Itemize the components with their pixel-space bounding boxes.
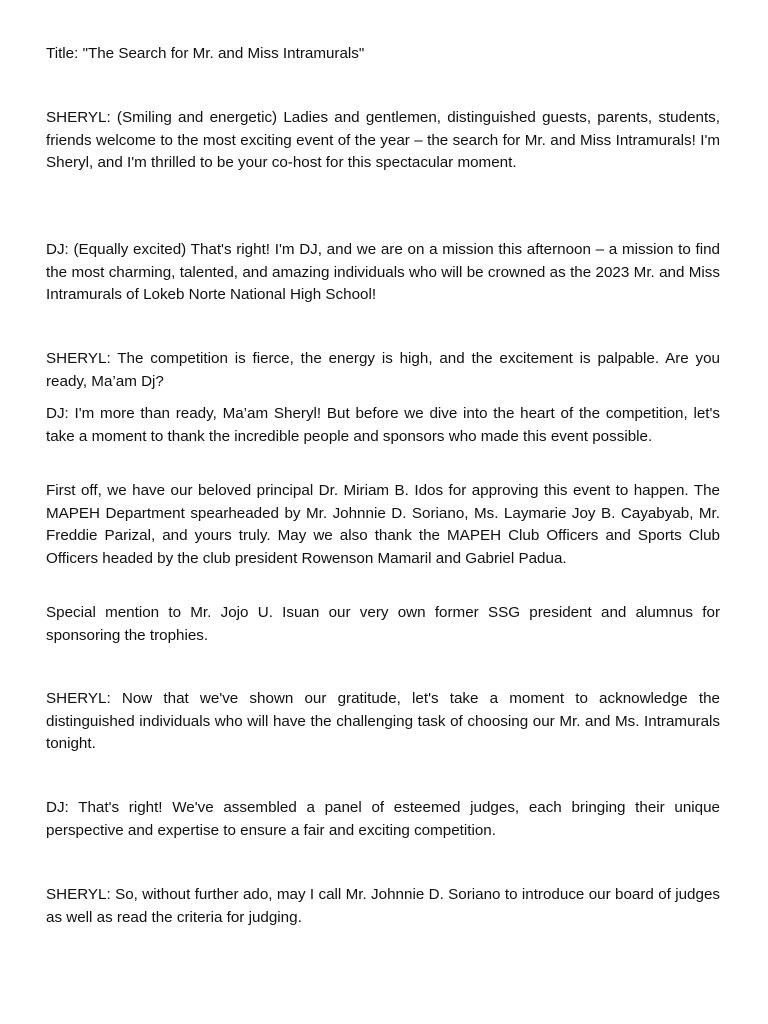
paragraph-sheryl-call: SHERYL: So, without further ado, may I call Mr. Johnnie D. Soriano to introduce our board of judges as well as read the criteria for judging. (46, 886, 720, 926)
paragraph-special-mention: Special mention to Mr. Jojo U. Isuan our very own former SSG president and alumnus for sponsoring the trophies. (46, 604, 720, 644)
paragraph-acknowledgements: First off, we have our beloved principal Dr. Miriam B. Idos for approving this event to happen. The MAPEH Department spearheaded by Mr. Johnnie D. Soriano, Ms. Laymarie Joy B. Cayabyab, Mr. Freddie Parizal, and yours truly. May we also thank the MAPEH Club Officers and Sports Club Officers headed by the club president Rowenson Mamaril and Gabriel Padua. (46, 482, 720, 567)
document-title: Title: "The Search for Mr. and Miss Intramurals" (46, 45, 365, 62)
paragraph-sheryl-judges: SHERYL: Now that we've shown our gratitude, let's take a moment to acknowledge the distinguished individuals who will have the challenging task of choosing our Mr. and Ms. Intramurals tonight. (46, 690, 720, 753)
paragraph-sheryl-welcome: SHERYL: (Smiling and energetic) Ladies and gentlemen, distinguished guests, parents, students, friends welcome to the most exciting event of the year – the search for Mr. and Miss Intramurals! I'm Sheryl, and I'm thrilled to be your co-host for this spectacular moment. (46, 109, 720, 172)
paragraph-dj-panel: DJ: That's right! We've assembled a panel of esteemed judges, each bringing their unique perspective and expertise to ensure a fair and exciting competition. (46, 799, 720, 839)
paragraph-dj-intro: DJ: (Equally excited) That's right! I'm DJ, and we are on a mission this afternoon – a mission to find the most charming, talented, and amazing individuals who will be crowned as the 2023 Mr. and Miss Intramurals of Lokeb Norte National High School! (46, 241, 720, 304)
paragraph-sheryl-ready: SHERYL: The competition is fierce, the energy is high, and the excitement is palpable. Are you ready, Ma’am Dj? (46, 350, 720, 390)
paragraph-dj-thanks: DJ: I'm more than ready, Ma’am Sheryl! But before we dive into the heart of the competition, let's take a moment to thank the incredible people and sponsors who made this event possible. (46, 405, 720, 445)
